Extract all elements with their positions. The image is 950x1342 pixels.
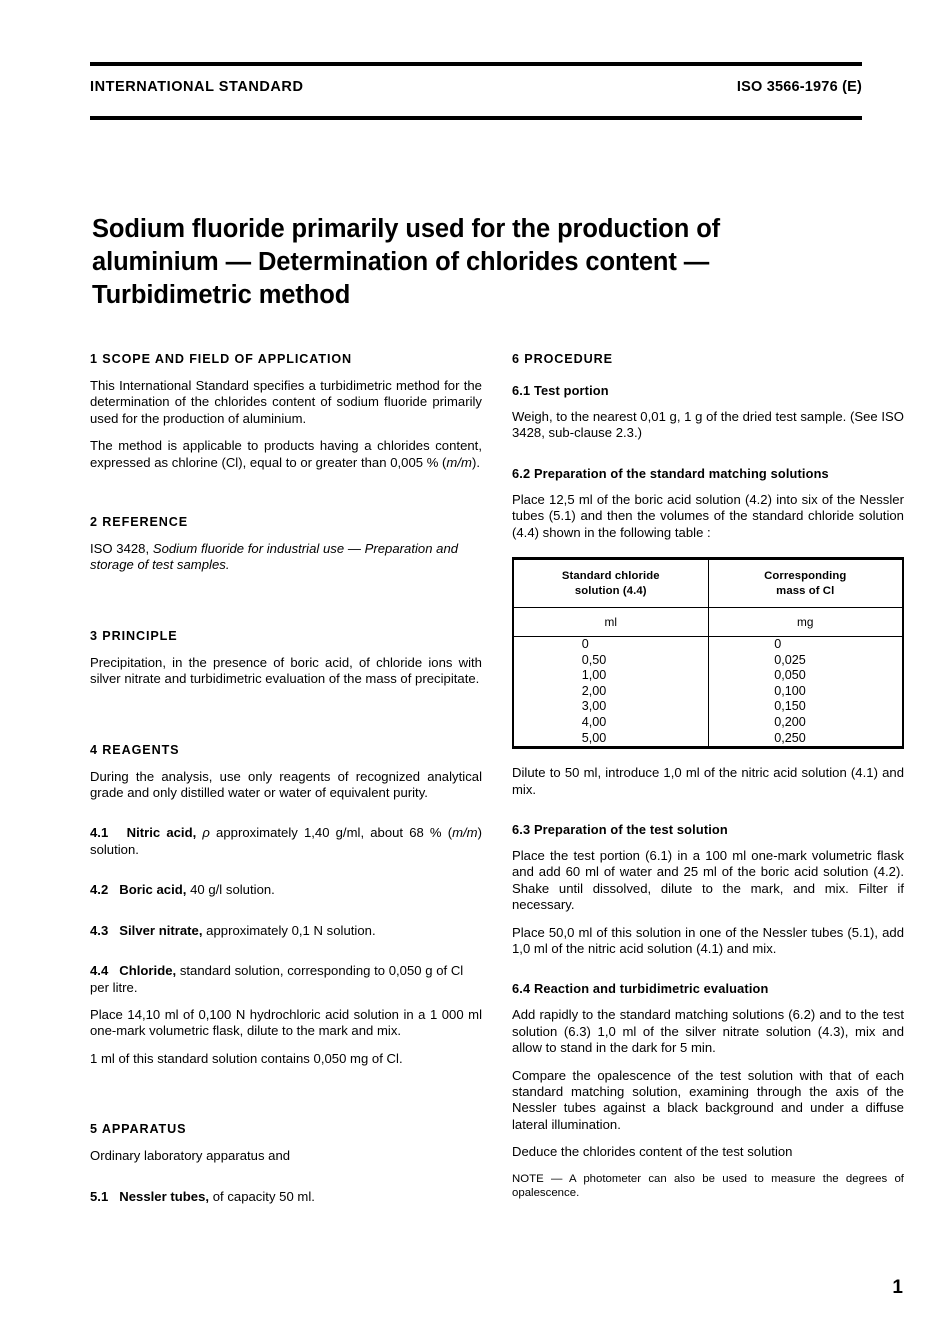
s1-p2-part-b: ). [471, 454, 480, 470]
reagent-4-1 [90, 825, 482, 858]
section-6-4-paragraph-3: Deduce the chlorides content of the test solution [512, 1144, 793, 1160]
table-header-1-line-1: Standard chloride [561, 570, 660, 583]
section-heading-5: 5 APPARATUS [90, 1122, 187, 1137]
table-column-2-values [774, 637, 836, 746]
table-grid [512, 559, 904, 747]
table-row: 4,00 [581, 715, 607, 729]
table-row: 0 [774, 637, 782, 652]
header-rule-top [90, 62, 862, 66]
table-row: 0,50 [581, 652, 607, 667]
reagent-4-3-detail: approximately 0,1 N solution. [202, 922, 376, 938]
reagent-4-1-name: Nitric acid, [126, 825, 197, 841]
reagent-4-3-name: Silver nitrate, [119, 922, 203, 938]
table-row: 0 [581, 637, 589, 652]
reagent-4-1-number: 4.1 [90, 825, 109, 841]
s1-p2-part-a: The method is applicable to products having a chlorides content, expressed as chlorine (Cl), equal to or greater than 0,005 % ( [90, 438, 482, 470]
section-heading-6-1: 6.1 Test portion [512, 383, 609, 398]
table-header-2-line-2: mass of Cl [776, 584, 835, 597]
table-values-cell-1 [513, 637, 708, 747]
section-heading-1: 1 SCOPE AND FIELD OF APPLICATION [90, 352, 353, 366]
section-heading-2: 2 REFERENCE [90, 515, 189, 530]
apparatus-5-1 [90, 1189, 482, 1205]
table-row: 3,00 [581, 699, 607, 714]
section-heading-4: 4 REAGENTS [90, 742, 180, 757]
standard-chloride-table [512, 557, 904, 749]
section-6-3-paragraph-1: Place the test portion (6.1) in a 100 ml one-mark volumetric flask and add 60 ml of water and 25 ml of the boric acid solution (4.2). Shake until dissolved, dilute to the mark, and mix. Filter if necessary. [512, 848, 904, 913]
table-values-cell-2 [708, 637, 903, 747]
table-unit-cell-1 [513, 608, 708, 637]
table-header-row [513, 560, 903, 608]
section-1-paragraph-2 [90, 438, 482, 471]
reagent-4-2 [90, 882, 482, 898]
reagent-4-4-paragraph-2: Place 14,10 ml of 0,100 N hydrochloric acid solution in a 1 000 ml one-mark volumetric flask, dilute to the mark and mix. [90, 1006, 482, 1039]
table-row: 0,025 [774, 652, 806, 667]
reagent-4-1-italic: m/m [452, 825, 478, 841]
section-heading-6: 6 PROCEDURE [512, 352, 613, 366]
table-column-1-values [582, 637, 640, 746]
section-6-4-note: NOTE — A photometer can also be used to measure the degrees of opalescence. [512, 1172, 904, 1200]
header-left-label: INTERNATIONAL STANDARD [90, 79, 304, 95]
page-title: Sodium fluoride primarily used for the production of aluminium — Determination of chlorides content — Turbidimetric method [92, 215, 721, 310]
section-heading-6-4: 6.4 Reaction and turbidimetric evaluation [512, 981, 769, 997]
reagent-4-4 [90, 963, 482, 996]
section-6-4-paragraph-1: Add rapidly to the standard matching solutions (6.2) and to the test solution (6.3) 1,0 ml of the silver nitrate solution (4.3), mix and allow to stand in the dark for 5 min. [512, 1007, 904, 1056]
table-row: 5,00 [581, 730, 607, 745]
s1-p2-italic: m/m [446, 454, 472, 470]
header-standard-number: ISO 3566-1976 (E) [736, 79, 862, 95]
table-row: 0,200 [774, 715, 806, 729]
table-unit-cell-2 [708, 608, 903, 637]
table-row: 2,00 [581, 683, 607, 698]
s2-ref-title: Sodium fluoride for industrial use — Preparation and storage of test samples. [90, 541, 459, 573]
reagent-4-4-detail: standard solution, corresponding to 0,050 g of Cl per litre. [90, 963, 464, 995]
table-row: 0,050 [774, 668, 806, 683]
reagent-4-4-paragraph-3: 1 ml of this standard solution contains 0,050 mg of Cl. [90, 1050, 403, 1066]
table-header-cell-1 [513, 560, 708, 608]
table-unit-1: ml [604, 615, 617, 630]
table-row: 0,250 [774, 730, 806, 745]
table-units-row [513, 608, 903, 637]
section-6-2-paragraph-after-table: Dilute to 50 ml, introduce 1,0 ml of the nitric acid solution (4.1) and mix. [512, 765, 904, 797]
section-1-paragraph-1: This International Standard specifies a turbidimetric method for the determination of the chlorides content of sodium fluoride primarily used for the production of aluminium. [90, 378, 482, 426]
apparatus-5-1-number: 5.1 [90, 1188, 109, 1204]
section-heading-6-3: 6.3 Preparation of the test solution [512, 822, 728, 837]
reagent-4-2-detail: 40 g/l solution. [186, 882, 275, 898]
section-heading-3: 3 PRINCIPLE [90, 628, 178, 643]
section-heading-6-2: 6.2 Preparation of the standard matching solutions [512, 465, 829, 481]
reagent-4-4-name: Chloride, [119, 963, 177, 979]
reagent-4-3 [90, 923, 482, 939]
table-header-1-line-2: solution (4.4) [574, 584, 647, 597]
apparatus-5-1-name: Nessler tubes, [119, 1188, 210, 1204]
reagent-4-1-tail: ) solution. [90, 825, 482, 857]
reagent-4-2-number: 4.2 [90, 882, 109, 898]
section-2-reference [90, 541, 482, 574]
header-rule-bottom [90, 116, 862, 120]
section-4-paragraph-1: During the analysis, use only reagents of recognized analytical grade and only distilled water or water of equivalent purity. [90, 768, 482, 801]
section-6-3-paragraph-2: Place 50,0 ml of this solution in one of the Nessler tubes (5.1), add 1,0 ml of the nitric acid solution (4.1) and mix. [512, 924, 904, 957]
page-number: 1 [892, 1277, 903, 1298]
reagent-4-1-detail: approximately 1,40 g/ml, about 68 % ( [209, 825, 453, 841]
table-row: 0,150 [774, 699, 806, 714]
reagent-4-2-name: Boric acid, [119, 882, 187, 898]
right-column [512, 352, 904, 1201]
s2-ref-prefix: ISO 3428, [90, 541, 153, 557]
section-5-paragraph-1: Ordinary laboratory apparatus and [90, 1148, 291, 1164]
section-6-4-paragraph-2: Compare the opalescence of the test solution with that of each standard matching solution, examining through the axis of the Nessler tubes against a black background and under a diffuse lateral illumination. [512, 1067, 904, 1132]
table-row: 0,100 [774, 683, 806, 698]
rho-symbol: ρ [202, 825, 210, 841]
section-6-2-paragraph-1: Place 12,5 ml of the boric acid solution (4.2) into six of the Nessler tubes (5.1) and then the volumes of the standard chloride solution (4.4) shown in the following table : [512, 491, 904, 540]
apparatus-5-1-detail: of capacity 50 ml. [209, 1188, 315, 1204]
reagent-4-3-number: 4.3 [90, 922, 109, 938]
table-header-2-line-1: Corresponding [764, 570, 847, 583]
table-values-row [513, 637, 903, 747]
section-3-paragraph-1: Precipitation, in the presence of boric acid, of chloride ions with silver nitrate and turbidimetric evaluation of the mass of precipitate. [90, 654, 482, 687]
table-unit-2: mg [797, 615, 814, 630]
reagent-4-4-number: 4.4 [90, 963, 109, 979]
left-column [90, 352, 482, 1205]
table-header-cell-2 [708, 560, 903, 608]
section-6-1-paragraph-1: Weigh, to the nearest 0,01 g, 1 g of the dried test sample. (See ISO 3428, sub-clause 2.3.) [512, 409, 904, 441]
table-row: 1,00 [581, 668, 607, 683]
